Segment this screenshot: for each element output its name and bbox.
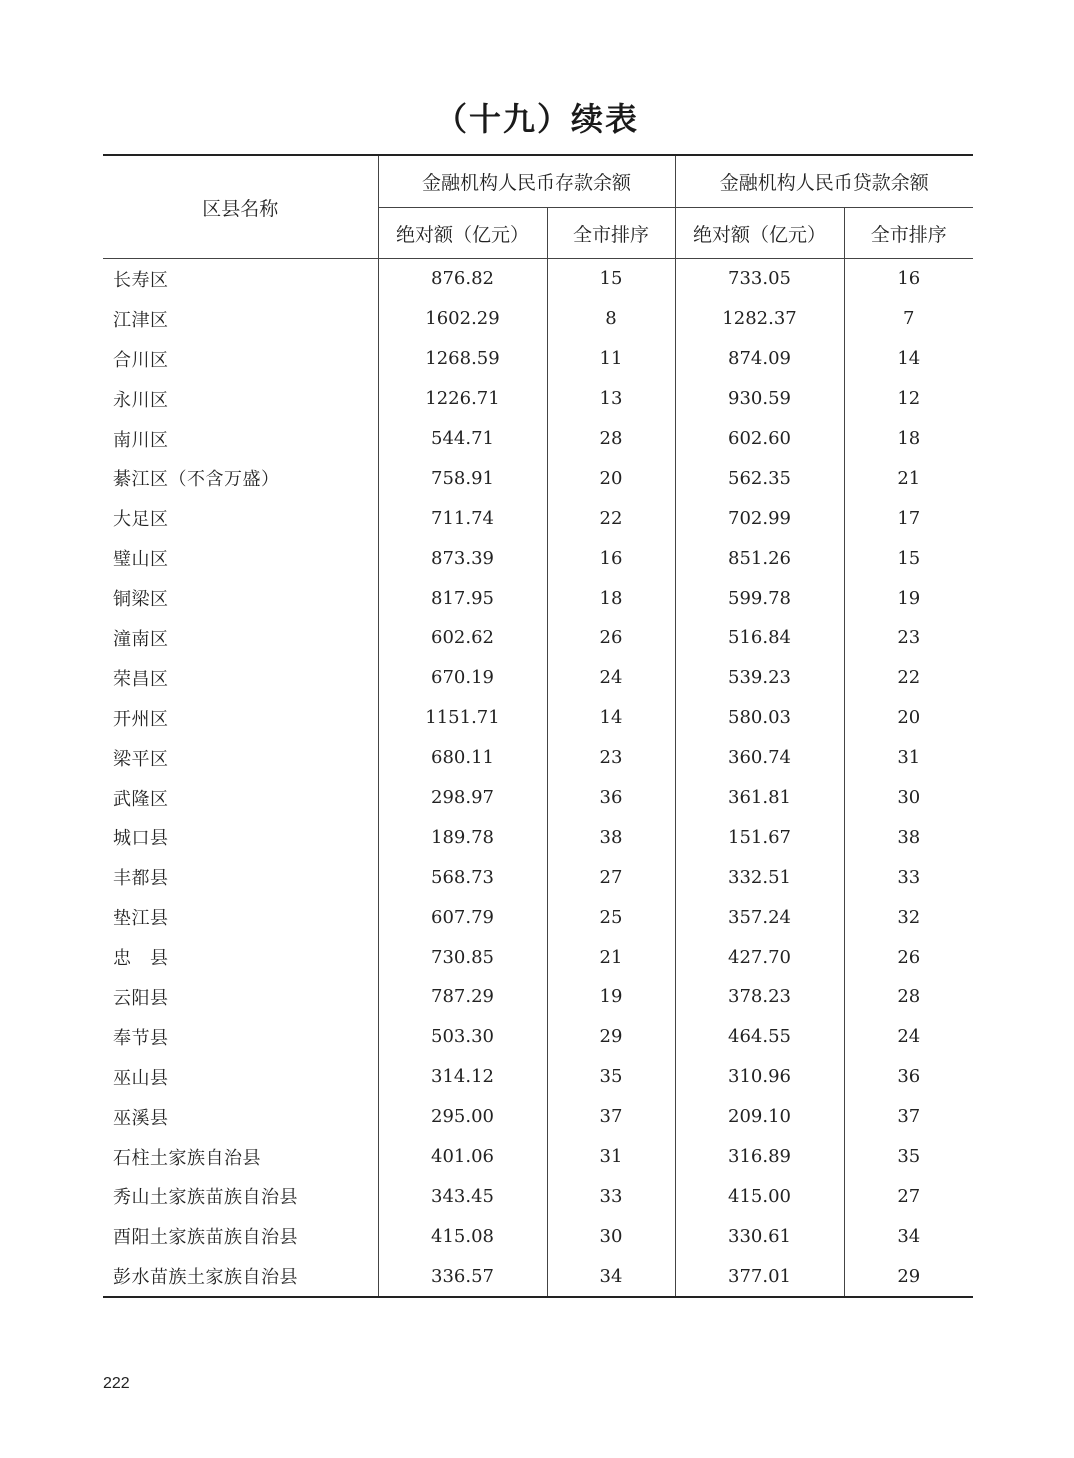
deposit-amount-cell: 730.85: [378, 937, 547, 977]
district-name-cell: 江津区: [103, 299, 378, 339]
district-name-cell: 垫江县: [103, 897, 378, 937]
district-name-cell: 永川区: [103, 379, 378, 419]
district-name-cell: 巫山县: [103, 1057, 378, 1097]
deposit-amount-cell: 314.12: [378, 1057, 547, 1097]
district-name-cell: 綦江区（不含万盛）: [103, 458, 378, 498]
loan-rank-cell: 30: [897, 787, 921, 809]
loan-rank-cell: 23: [897, 627, 921, 649]
deposit-amount-cell: 1151.71: [378, 698, 547, 738]
loan-amount-cell: 330.61: [675, 1216, 844, 1256]
district-name-cell: 彭水苗族土家族自治县: [103, 1256, 378, 1297]
loan-rank-cell: 32: [897, 906, 921, 928]
table-row: [103, 379, 973, 419]
loan-amount-header: 绝对额（亿元）: [675, 208, 844, 259]
loan-amount-cell: 851.26: [675, 538, 844, 578]
loan-amount-cell: 151.67: [675, 817, 844, 857]
loan-amount-cell: 464.55: [675, 1017, 844, 1057]
table-row: [103, 618, 973, 658]
table-row: [103, 1057, 973, 1097]
deposit-amount-cell: 1602.29: [378, 299, 547, 339]
deposit-rank-cell: 31: [547, 1137, 675, 1177]
deposit-amount-cell: 873.39: [378, 538, 547, 578]
table-row: [103, 538, 973, 578]
table-row: [103, 578, 973, 618]
loan-group-header: 金融机构人民币贷款余额: [675, 155, 973, 208]
data-table: [103, 154, 973, 1298]
deposit-rank-cell: 20: [547, 458, 675, 498]
table-row: [103, 937, 973, 977]
loan-rank-cell: 14: [897, 348, 921, 370]
loan-rank-cell: 27: [897, 1185, 921, 1207]
district-name-cell: 大足区: [103, 498, 378, 538]
loan-amount-cell: 310.96: [675, 1057, 844, 1097]
deposit-rank-cell: 34: [547, 1256, 675, 1297]
deposit-rank-cell: 26: [547, 618, 675, 658]
loan-rank-cell: 7: [903, 308, 915, 330]
loan-amount-cell: 733.05: [675, 259, 844, 299]
table-row: [103, 778, 973, 818]
district-name-cell: 奉节县: [103, 1017, 378, 1057]
table-row: [103, 1176, 973, 1216]
loan-rank-cell: 17: [897, 507, 921, 529]
table-row: [103, 419, 973, 459]
loan-amount-cell: 377.01: [675, 1256, 844, 1297]
loan-rank-cell: 37: [897, 1106, 921, 1128]
table-header: [103, 155, 973, 259]
table-row: [103, 857, 973, 897]
deposit-rank-cell: 13: [547, 379, 675, 419]
deposit-rank-cell: 29: [547, 1017, 675, 1057]
district-name-cell: 忠 县: [103, 937, 378, 977]
table-row: [103, 1256, 973, 1297]
deposit-amount-cell: 415.08: [378, 1216, 547, 1256]
deposit-rank-cell: 28: [547, 419, 675, 459]
district-name-cell: 潼南区: [103, 618, 378, 658]
table-row: [103, 1137, 973, 1177]
deposit-rank-cell: 8: [547, 299, 675, 339]
table-row: [103, 339, 973, 379]
deposit-amount-cell: 401.06: [378, 1137, 547, 1177]
loan-amount-cell: 1282.37: [675, 299, 844, 339]
loan-rank-cell: 20: [897, 707, 921, 729]
deposit-rank-cell: 25: [547, 897, 675, 937]
loan-rank-cell: 38: [897, 826, 921, 848]
deposit-rank-cell: 19: [547, 977, 675, 1017]
loan-rank-cell: 22: [897, 667, 921, 689]
district-name-cell: 长寿区: [103, 259, 378, 299]
loan-rank-cell: 36: [897, 1066, 921, 1088]
deposit-rank-cell: 35: [547, 1057, 675, 1097]
district-name-cell: 合川区: [103, 339, 378, 379]
loan-rank-cell: 16: [897, 268, 921, 290]
deposit-amount-cell: 189.78: [378, 817, 547, 857]
district-name-cell: 梁平区: [103, 738, 378, 778]
loan-amount-cell: 427.70: [675, 937, 844, 977]
loan-rank-cell: 33: [897, 866, 921, 888]
deposit-rank-cell: 15: [547, 259, 675, 299]
deposit-rank-cell: 14: [547, 698, 675, 738]
deposit-amount-header: 绝对额（亿元）: [378, 208, 547, 259]
deposit-amount-cell: 298.97: [378, 778, 547, 818]
district-name-cell: 石柱土家族自治县: [103, 1137, 378, 1177]
district-name-cell: 铜梁区: [103, 578, 378, 618]
deposit-rank-cell: 36: [547, 778, 675, 818]
deposit-amount-cell: 568.73: [378, 857, 547, 897]
deposit-rank-cell: 27: [547, 857, 675, 897]
district-name-cell: 秀山土家族苗族自治县: [103, 1176, 378, 1216]
table-row: [103, 977, 973, 1017]
table-body: [103, 259, 973, 1298]
deposit-amount-cell: 787.29: [378, 977, 547, 1017]
deposit-rank-cell: 11: [547, 339, 675, 379]
loan-rank-cell: 35: [897, 1146, 921, 1168]
loan-amount-cell: 602.60: [675, 419, 844, 459]
deposit-amount-cell: 876.82: [378, 259, 547, 299]
district-name-cell: 武隆区: [103, 778, 378, 818]
loan-rank-cell: 15: [897, 547, 921, 569]
district-name-cell: 巫溪县: [103, 1097, 378, 1137]
deposit-rank-cell: 38: [547, 817, 675, 857]
deposit-amount-cell: 1268.59: [378, 339, 547, 379]
deposit-amount-cell: 295.00: [378, 1097, 547, 1137]
loan-rank-cell: 12: [897, 388, 921, 410]
loan-rank-cell: 34: [897, 1225, 921, 1247]
loan-rank-cell: 24: [897, 1026, 921, 1048]
district-name-cell: 开州区: [103, 698, 378, 738]
district-name-cell: 城口县: [103, 817, 378, 857]
loan-rank-cell: 28: [897, 986, 921, 1008]
loan-amount-cell: 562.35: [675, 458, 844, 498]
deposit-amount-cell: 817.95: [378, 578, 547, 618]
table-row: [103, 458, 973, 498]
loan-rank-cell: 21: [897, 467, 921, 489]
loan-amount-cell: 874.09: [675, 339, 844, 379]
deposit-amount-cell: 1226.71: [378, 379, 547, 419]
deposit-group-header: 金融机构人民币存款余额: [378, 155, 675, 208]
table-row: [103, 658, 973, 698]
loan-amount-cell: 415.00: [675, 1176, 844, 1216]
loan-amount-cell: 378.23: [675, 977, 844, 1017]
district-name-cell: 南川区: [103, 419, 378, 459]
district-name-cell: 丰都县: [103, 857, 378, 897]
deposit-amount-cell: 680.11: [378, 738, 547, 778]
deposit-rank-cell: 21: [547, 937, 675, 977]
deposit-amount-cell: 602.62: [378, 618, 547, 658]
loan-amount-cell: 599.78: [675, 578, 844, 618]
loan-amount-cell: 702.99: [675, 498, 844, 538]
deposit-rank-cell: 30: [547, 1216, 675, 1256]
loan-amount-cell: 316.89: [675, 1137, 844, 1177]
loan-amount-cell: 360.74: [675, 738, 844, 778]
table-row: [103, 498, 973, 538]
loan-rank-cell: 31: [897, 747, 921, 769]
table-row: [103, 738, 973, 778]
loan-amount-cell: 516.84: [675, 618, 844, 658]
deposit-amount-cell: 544.71: [378, 419, 547, 459]
table-row: [103, 259, 973, 299]
deposit-amount-cell: 758.91: [378, 458, 547, 498]
deposit-amount-cell: 503.30: [378, 1017, 547, 1057]
deposit-amount-cell: 343.45: [378, 1176, 547, 1216]
district-name-cell: 云阳县: [103, 977, 378, 1017]
deposit-amount-cell: 336.57: [378, 1256, 547, 1297]
loan-amount-cell: 357.24: [675, 897, 844, 937]
deposit-amount-cell: 711.74: [378, 498, 547, 538]
deposit-rank-cell: 24: [547, 658, 675, 698]
loan-rank-cell: 26: [897, 946, 921, 968]
table-row: [103, 1017, 973, 1057]
loan-rank-header: 全市排序: [844, 208, 973, 259]
district-name-cell: 酉阳土家族苗族自治县: [103, 1216, 378, 1256]
district-column-header: 区县名称: [103, 155, 378, 259]
district-name-cell: 璧山区: [103, 538, 378, 578]
deposit-rank-cell: 16: [547, 538, 675, 578]
table-row: [103, 1216, 973, 1256]
deposit-rank-cell: 23: [547, 738, 675, 778]
deposit-rank-cell: 33: [547, 1176, 675, 1216]
loan-amount-cell: 332.51: [675, 857, 844, 897]
loan-amount-cell: 539.23: [675, 658, 844, 698]
loan-amount-cell: 930.59: [675, 379, 844, 419]
deposit-amount-cell: 670.19: [378, 658, 547, 698]
district-name-cell: 荣昌区: [103, 658, 378, 698]
page-number: 222: [103, 1375, 130, 1392]
table-row: [103, 299, 973, 339]
table-row: [103, 817, 973, 857]
loan-amount-cell: 580.03: [675, 698, 844, 738]
loan-amount-cell: 209.10: [675, 1097, 844, 1137]
loan-rank-cell: 29: [897, 1265, 921, 1287]
table-row: [103, 698, 973, 738]
loan-rank-cell: 18: [897, 428, 921, 449]
deposit-rank-cell: 18: [547, 578, 675, 618]
page-title: （十九）续表: [434, 100, 639, 138]
loan-amount-cell: 361.81: [675, 778, 844, 818]
loan-rank-cell: 19: [897, 587, 921, 609]
deposit-amount-cell: 607.79: [378, 897, 547, 937]
deposit-rank-header: 全市排序: [547, 208, 675, 259]
table-row: [103, 1097, 973, 1137]
deposit-rank-cell: 37: [547, 1097, 675, 1137]
table-row: [103, 897, 973, 937]
deposit-rank-cell: 22: [547, 498, 675, 538]
